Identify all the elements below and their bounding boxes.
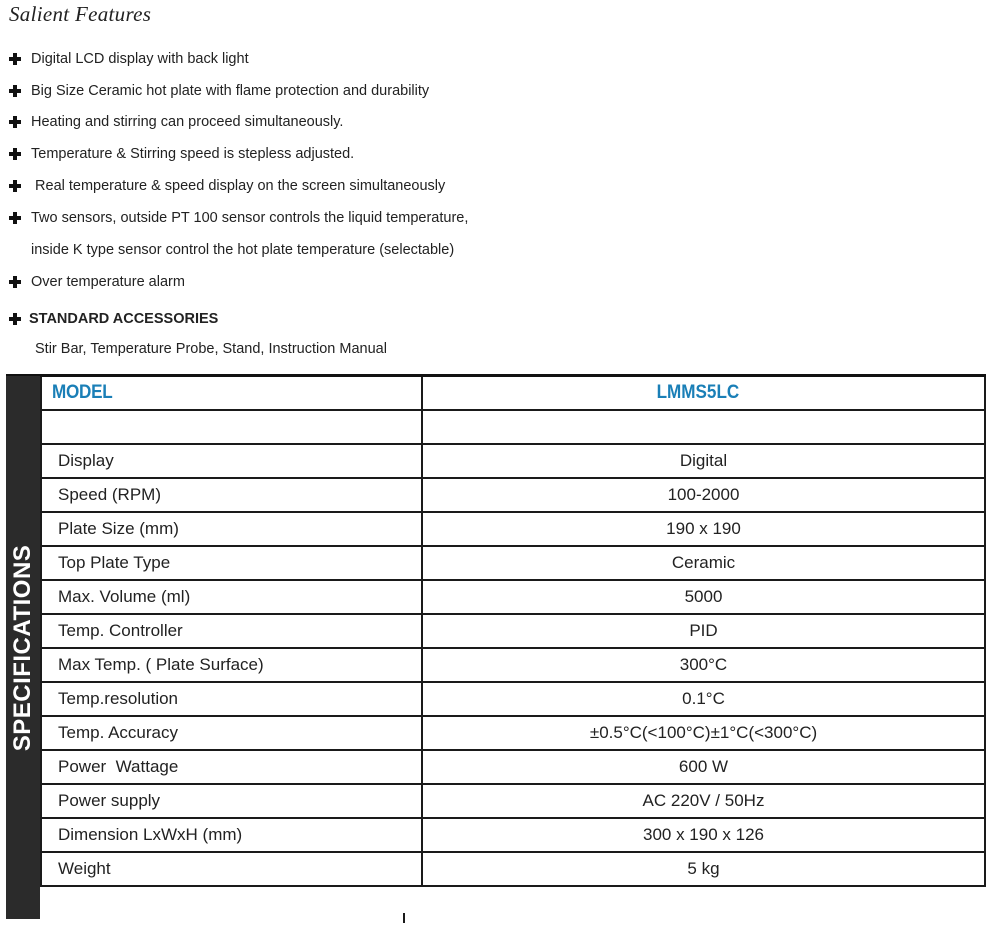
row-value [422,410,985,444]
page-heading: Salient Features [9,2,152,26]
row-label: Dimension LxWxH (mm) [41,818,422,852]
feature-text: Big Size Ceramic hot plate with flame protection and durability [31,83,430,99]
row-value: 190 x 190 [422,512,985,546]
row-label: Display [41,444,422,478]
row-value: PID [422,614,985,648]
row-value: 5000 [422,580,985,614]
table-row [41,648,985,682]
table-row [41,682,985,716]
bullet-icon [9,53,21,65]
feature-text: inside K type sensor control the hot plate temperature (selectable) [31,242,455,258]
specifications-side-band [6,374,40,919]
table-row [41,580,985,614]
specifications-table-wrapper [6,374,986,917]
specifications-table [40,374,986,887]
accessories-title: STANDARD ACCESSORIES [29,311,219,327]
table-row [41,818,985,852]
table-row [41,410,985,444]
row-value: 300°C [422,648,985,682]
row-value: Digital [422,444,985,478]
row-label: Speed (RPM) [41,478,422,512]
table-row [41,750,985,784]
row-value: 300 x 190 x 126 [422,818,985,852]
row-label: Weight [41,852,422,886]
bullet-icon [9,276,21,288]
row-value: ±0.5°C(<100°C)±1°C(<300°C) [422,716,985,750]
row-label: Max Temp. ( Plate Surface) [41,648,422,682]
row-label: Power Wattage [41,750,422,784]
table-row [41,444,985,478]
specifications-label: SPECIFICATIONS [9,544,36,752]
row-label: Temp.resolution [41,682,422,716]
feature-text: Temperature & Stirring speed is stepless adjusted. [31,146,355,162]
row-label [41,410,422,444]
table-row [41,716,985,750]
row-value: 600 W [422,750,985,784]
table-row [41,478,985,512]
feature-text: Over temperature alarm [31,274,185,290]
feature-text: Heating and stirring can proceed simultaneously. [31,114,344,130]
bullet-icon [9,313,21,325]
feature-text: Two sensors, outside PT 100 sensor controls the liquid temperature, [31,210,469,226]
bullet-icon [9,116,21,128]
bullet-icon [9,85,21,97]
table-divider-tick [403,913,405,923]
table-row [41,614,985,648]
table-row [41,546,985,580]
row-label: Plate Size (mm) [41,512,422,546]
table-row [41,784,985,818]
feature-text: Real temperature & speed display on the screen simultaneously [31,178,446,194]
feature-text: Digital LCD display with back light [31,51,249,67]
table-row [41,852,985,886]
row-label: Temp. Accuracy [41,716,422,750]
row-value: 100-2000 [422,478,985,512]
row-value: Ceramic [422,546,985,580]
table-row [41,512,985,546]
accessories-text: Stir Bar, Temperature Probe, Stand, Instruction Manual [35,341,387,357]
row-label: Top Plate Type [41,546,422,580]
bullet-icon [9,180,21,192]
bullet-icon [9,148,21,160]
bullet-icon [9,212,21,224]
model-header-cell [41,376,422,411]
row-value: AC 220V / 50Hz [422,784,985,818]
row-label: Max. Volume (ml) [41,580,422,614]
row-label: Power supply [41,784,422,818]
model-value: LMMS5LC [656,382,739,403]
model-value-cell [422,376,985,411]
table-header-row [41,376,985,411]
row-label: Temp. Controller [41,614,422,648]
model-header-label: MODEL [52,382,113,403]
row-value: 0.1°C [422,682,985,716]
row-value: 5 kg [422,852,985,886]
